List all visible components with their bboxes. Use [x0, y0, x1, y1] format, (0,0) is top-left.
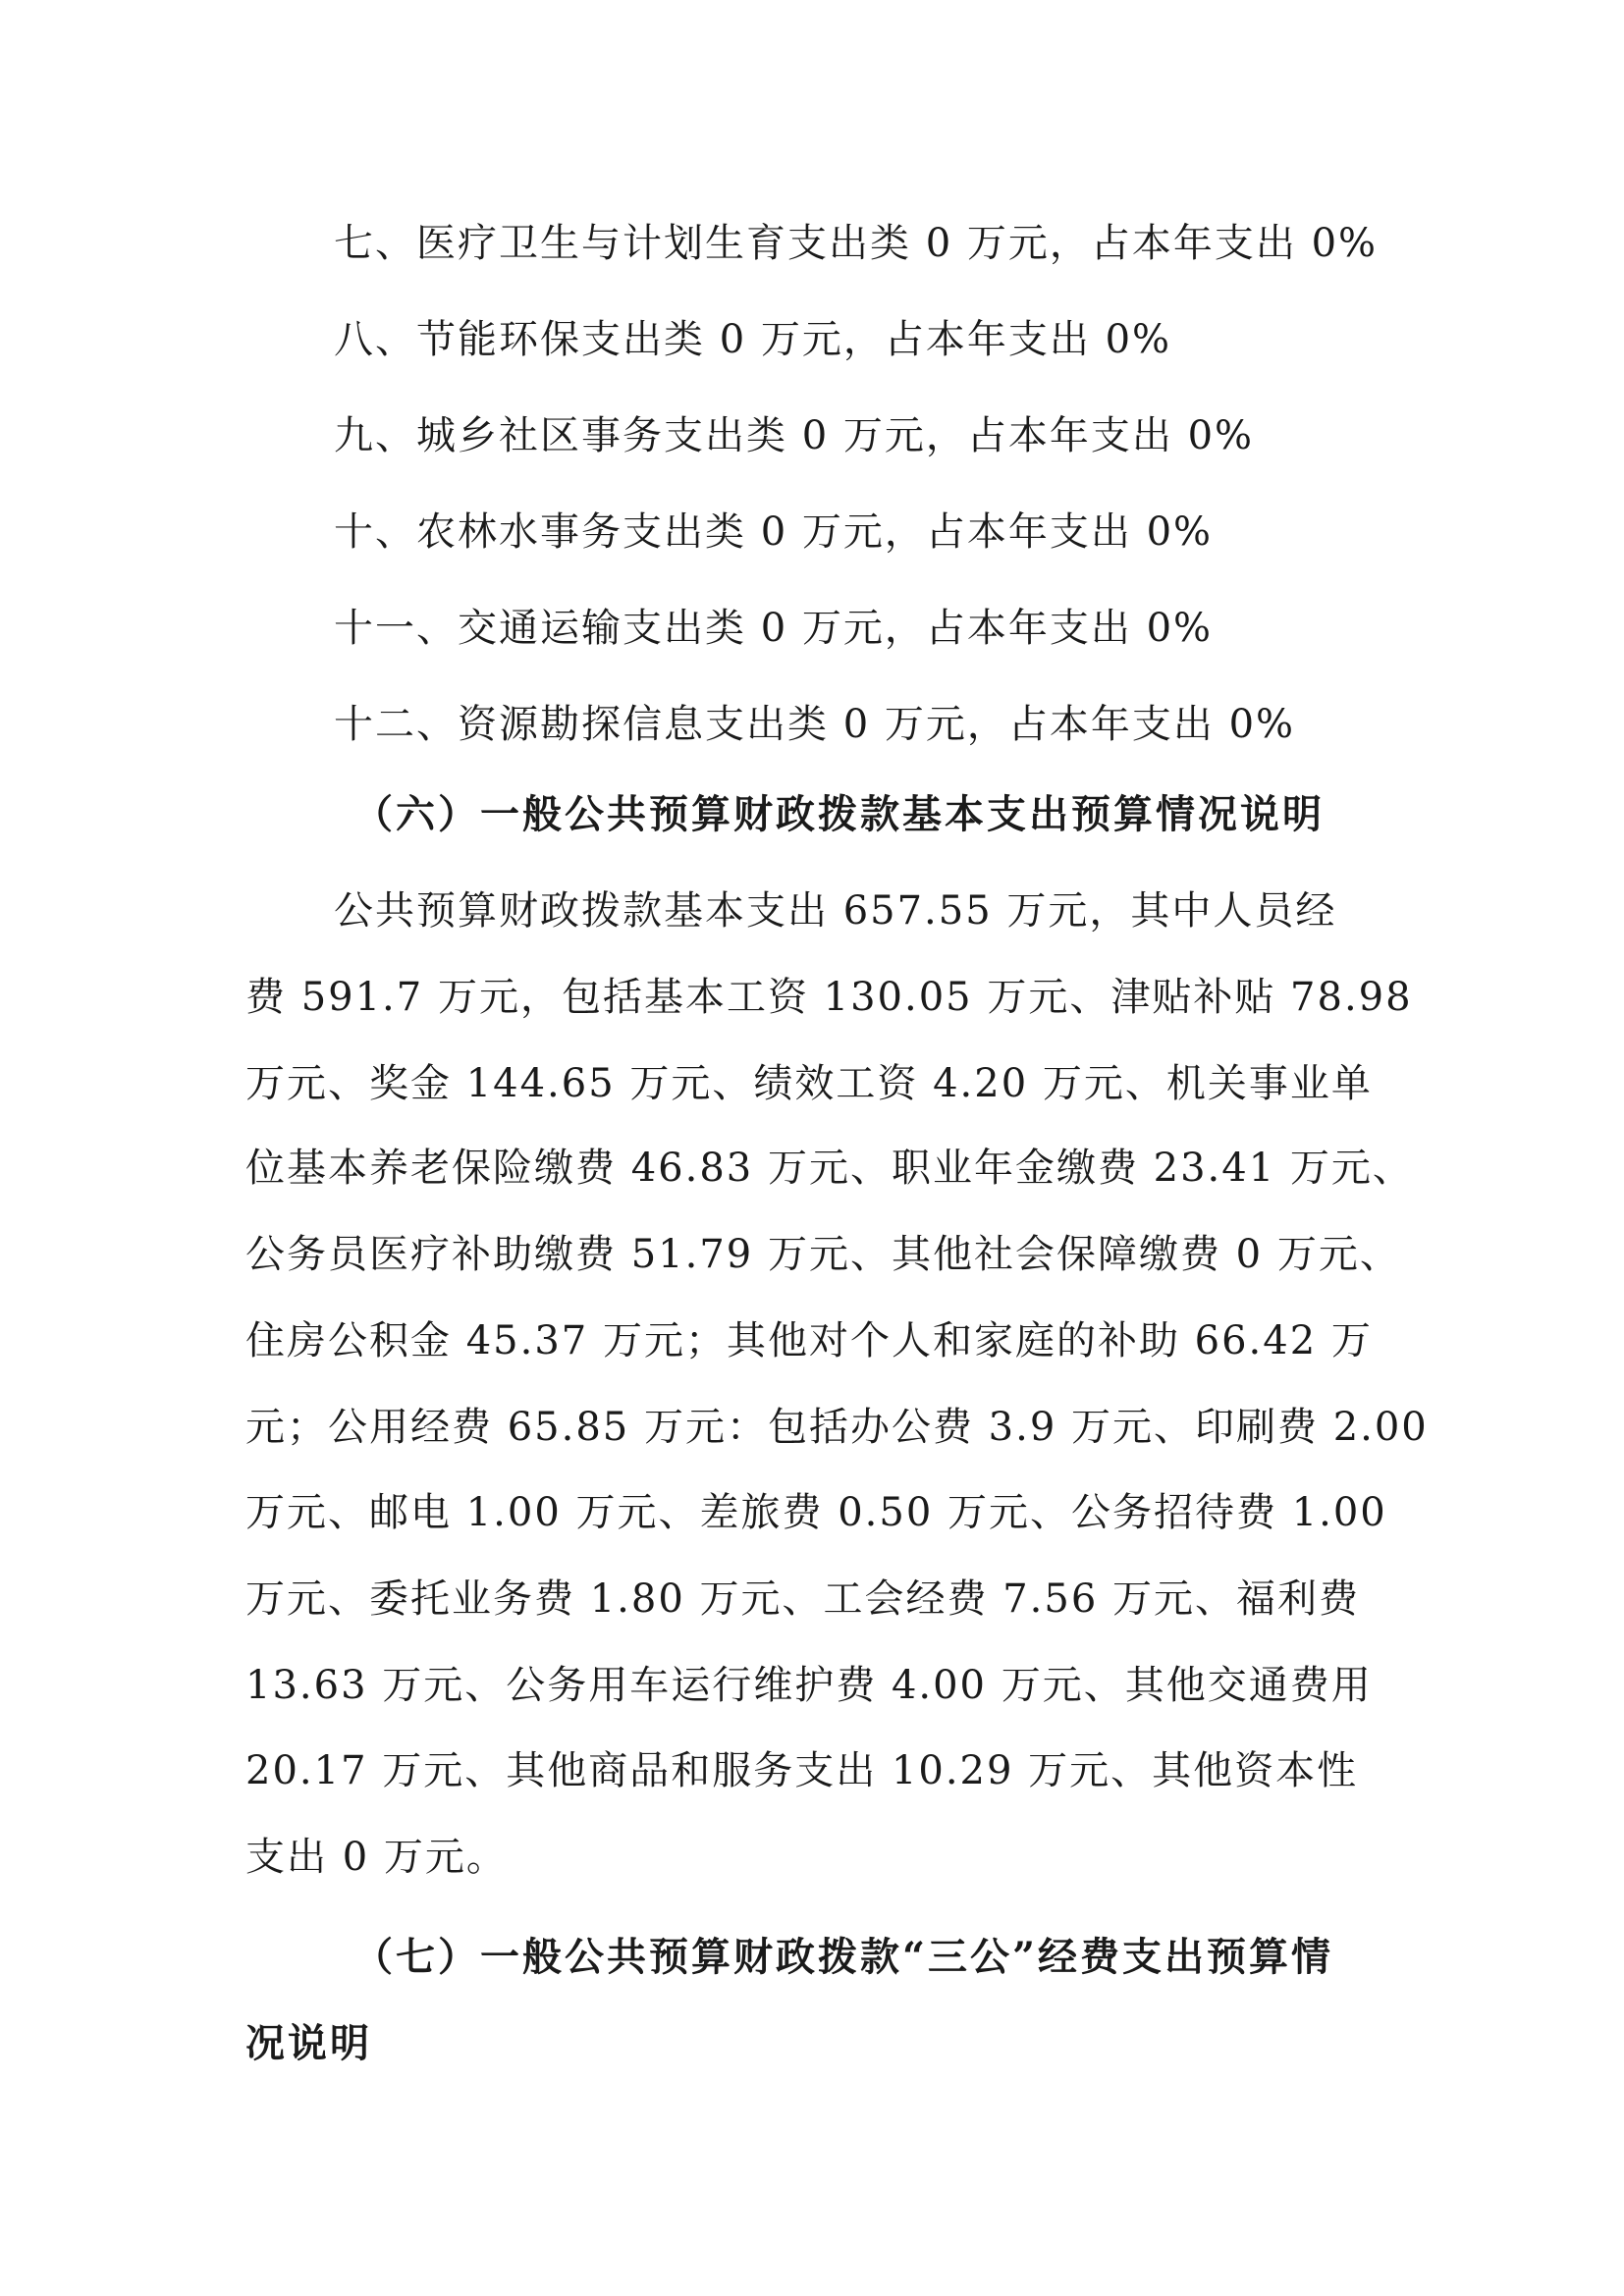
section-6-paragraph-line: 住房公积金 45.37 万元；其他对个人和家庭的补助 66.42 万	[245, 1318, 1373, 1363]
section-6-paragraph-line: 位基本养老保险缴费 46.83 万元、职业年金缴费 23.41 万元、	[245, 1146, 1414, 1191]
expense-item-9: 九、城乡社区事务支出类 0 万元，占本年支出 0%	[334, 413, 1255, 458]
section-6-paragraph-line: 公共预算财政拨款基本支出 657.55 万元，其中人员经	[334, 888, 1337, 934]
section-7-heading-continuation: 况说明	[245, 2020, 372, 2066]
section-6-paragraph-line: 支出 0 万元。	[245, 1835, 508, 1880]
section-6-paragraph-line: 万元、委托业务费 1.80 万元、工会经费 7.56 万元、福利费	[245, 1576, 1360, 1622]
expense-item-12: 十二、资源勘探信息支出类 0 万元，占本年支出 0%	[334, 702, 1296, 747]
expense-item-8: 八、节能环保支出类 0 万元，占本年支出 0%	[334, 317, 1172, 362]
section-6-heading: （六）一般公共预算财政拨款基本支出预算情况说明	[353, 791, 1325, 837]
expense-item-7: 七、医疗卫生与计划生育支出类 0 万元，占本年支出 0%	[334, 221, 1379, 266]
section-7-heading: （七）一般公共预算财政拨款“三公”经费支出预算情	[353, 1934, 1334, 1980]
section-6-paragraph-line: 公务员医疗补助缴费 51.79 万元、其他社会保障缴费 0 万元、	[245, 1232, 1401, 1277]
section-6-paragraph-line: 元；公用经费 65.85 万元：包括办公费 3.9 万元、印刷费 2.00	[245, 1405, 1429, 1450]
expense-item-10: 十、农林水事务支出类 0 万元，占本年支出 0%	[334, 509, 1214, 555]
section-6-paragraph-line: 20.17 万元、其他商品和服务支出 10.29 万元、其他资本性	[245, 1748, 1359, 1793]
expense-item-11: 十一、交通运输支出类 0 万元，占本年支出 0%	[334, 606, 1214, 651]
section-6-paragraph-line: 万元、奖金 144.65 万元、绩效工资 4.20 万元、机关事业单	[245, 1061, 1373, 1106]
section-6-paragraph-line: 费 591.7 万元，包括基本工资 130.05 万元、津贴补贴 78.98	[245, 975, 1413, 1020]
section-6-paragraph-line: 13.63 万元、公务用车运行维护费 4.00 万元、其他交通费用	[245, 1663, 1373, 1708]
section-6-paragraph-line: 万元、邮电 1.00 万元、差旅费 0.50 万元、公务招待费 1.00	[245, 1490, 1387, 1535]
